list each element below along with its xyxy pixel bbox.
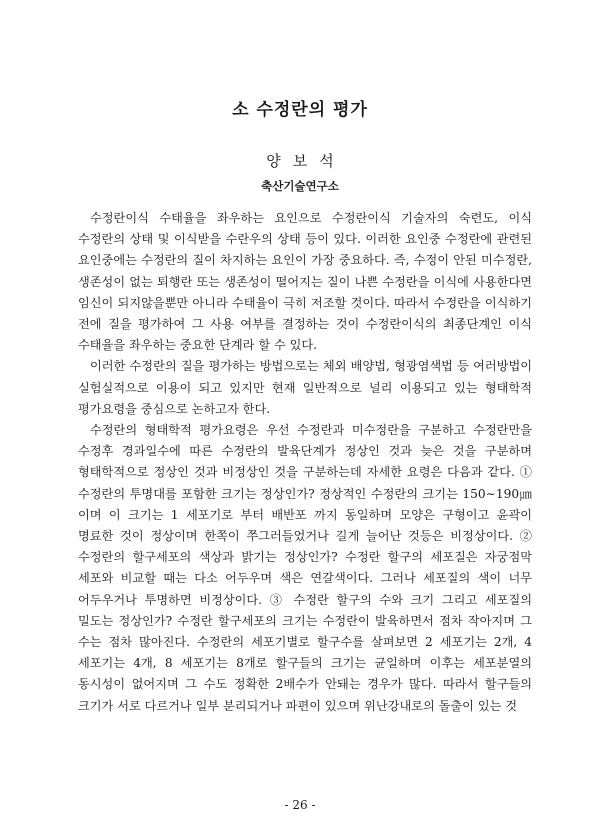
page-number: - 26 - xyxy=(284,798,316,812)
author-name: 양보석 xyxy=(266,152,346,170)
paragraph-methods: 이러한 수정란의 질을 평가하는 방법으로는 체외 배양법, 형광염색법 등 여러방법이 실험실적으로 이용이 되고 있지만 현재 일반적으로 널리 이용되고 있는 형태학적 평가요령을 중심으로 논하고자 한다. xyxy=(78,359,532,416)
paragraph-intro: 수정란이식 수태율을 좌우하는 요인으로 수정란이식 기술자의 숙련도, 이식 수정란의 상태 및 이식받을 수란우의 상태 등이 있다. 이러한 요인중 수정란에 관련된 요인중에는 수정란의 질이 차지하는 요인이 가장 중요하다. 즉, 수정이 안된 미수정란, 생존성이 없는 퇴행란 또는 생존성이 떨어지는 질이 나쁜 수정란을 이식에 사용한다면 임신이 되지않을뿐만 아니라 수태율이 극히 저조할 것이다. 따라서 수정란을 이식하기 전에 질을 평가하여 그 사용 여부를 결정하는 것이 수정란이식의 최종단계인 이식 수태율을 좌우하는 중요한 단계라 할 수 있다. xyxy=(78,211,532,353)
page-title: 소 수정란의 평가 xyxy=(232,100,368,120)
article-body xyxy=(78,208,532,717)
paragraph-evaluation: 수정란의 형태학적 평가요령은 우선 수정란과 미수정란을 구분하고 수정란만을 수정후 경과일수에 따른 수정란의 발육단계가 정상인 것과 늦은 것을 구분하며 형태학적으로 정상인 것과 비정상인 것을 구분하는데 자세한 요령은 다음과 같다. ① 수정란의 투명대를 포함한 크기는 정상인가? 정상적인 수정란의 크기는 150∼190㎛이며 이 크기는 1 세포기로 부터 배반포 까지 동일하며 모양은 구형이고 윤곽이 명료한 것이 정상이며 한쪽이 쭈그러들었거나 길게 늘어난 것등은 비정상이다. ② 수정란의 할구세포의 색상과 밝기는 정상인가? 수정란 할구의 세포질은 자궁점막 세포와 비교할 때는 다소 어두우며 색은 연갈색이다. 그러나 세포질의 색이 너무 어두우거나 투명하면 비정상이다. ③ 수정란 할구의 수와 크기 그리고 세포질의 밀도는 정상인가? 수정란 할구세포의 크기는 수정란이 발육하면서 점차 작아지며 그 수는 점차 많아진다. 수정란의 세포기별로 할구수를 살펴보면 2 세포기는 2개, 4 세포기는 4개, 8 세포기는 8개로 할구들의 크기는 균일하며 이후는 세포분열의 동시성이 없어지며 그 수도 정확한 2배수가 안돼는 경우가 많다. 따라서 할구들의 크기가 서로 다르거나 일부 분리되거나 파편이 있으며 위난강내로의 돌출이 있는 것 xyxy=(78,423,532,713)
author-affiliation: 축산기술연구소 xyxy=(261,179,339,193)
